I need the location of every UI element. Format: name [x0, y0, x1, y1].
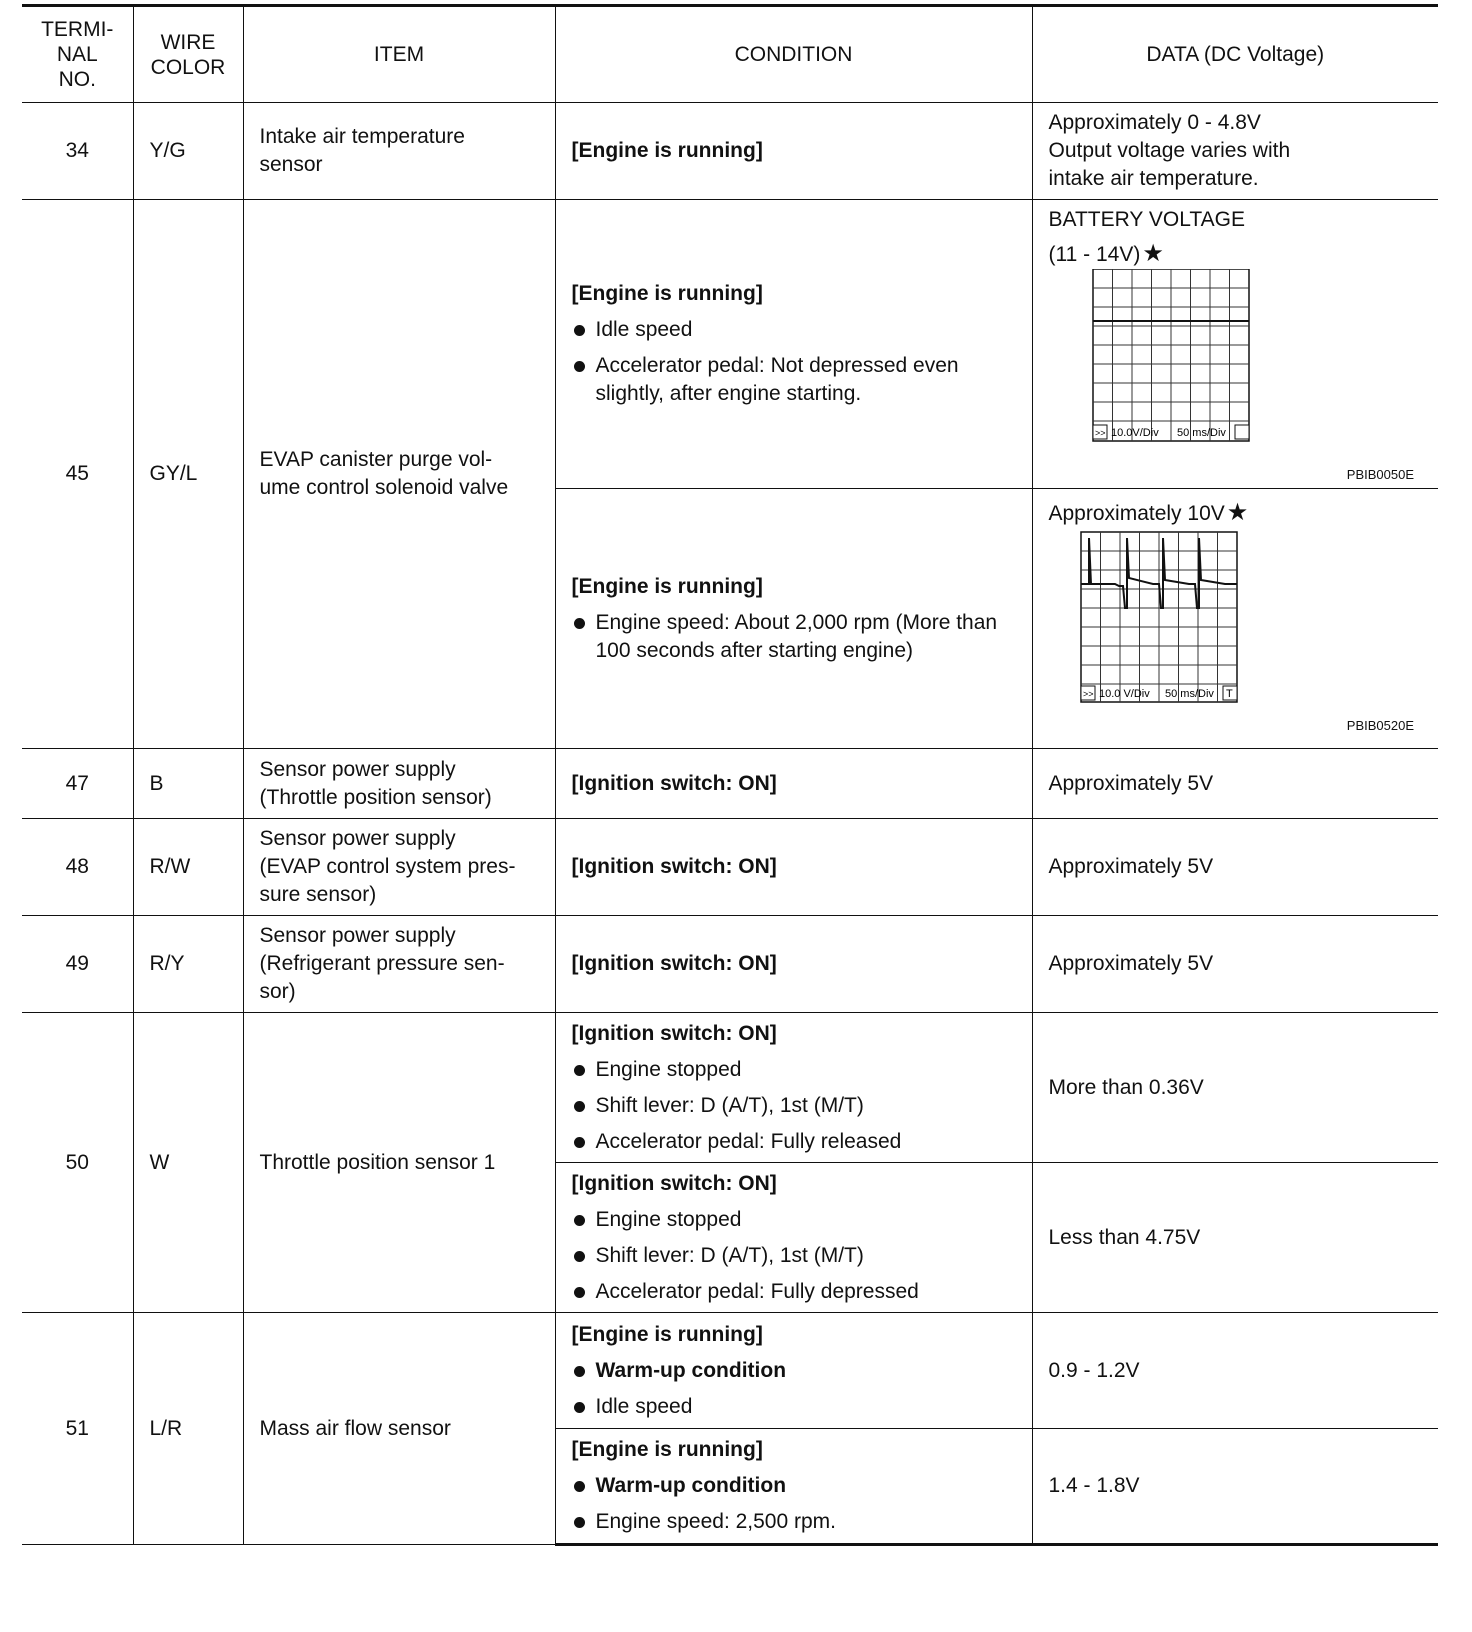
scope-volt-div: 10.0V/Div: [1110, 427, 1159, 439]
table-row: [22, 1313, 1438, 1429]
condition-title: [Ignition switch: ON]: [571, 855, 777, 878]
condition-title: [Ignition switch: ON]: [571, 952, 777, 975]
data-cell: Approximately 5V: [1032, 916, 1438, 1013]
oscilloscope-battery-voltage: [1049, 269, 1423, 483]
scope-arrow-label: >>: [1082, 689, 1094, 699]
table-row: [22, 749, 1438, 819]
condition-title: [Engine is running]: [571, 1438, 763, 1461]
figure-code: PBIB0520E: [1346, 718, 1414, 733]
condition-cell: [555, 200, 1032, 489]
condition-title: [Engine is running]: [571, 1322, 763, 1346]
condition-bullet: Warm-up condition: [572, 1472, 1016, 1500]
wire-color: GY/L: [133, 200, 243, 749]
oscilloscope-pulse: [1049, 528, 1423, 734]
scope-end-mark: T: [1225, 688, 1233, 700]
wire-color: B: [133, 749, 243, 819]
condition-title: [Engine is running]: [571, 574, 763, 598]
item-cell: Sensor power supply (Refrigerant pressure sen- sor): [243, 916, 555, 1013]
table-row: [22, 200, 1438, 489]
item-cell: Mass air flow sensor: [243, 1313, 555, 1545]
terminal-number: 51: [22, 1313, 133, 1545]
item-cell: Intake air temperature sensor: [243, 103, 555, 200]
condition-title: [Ignition switch: ON]: [571, 1021, 777, 1045]
data-cell: Approximately 5V: [1032, 749, 1438, 819]
condition-title: [Ignition switch: ON]: [571, 771, 777, 795]
scope-graphic: [1049, 269, 1423, 459]
wire-color: W: [133, 1013, 243, 1313]
condition-bullet: Idle speed: [572, 1393, 1016, 1421]
condition-bullet: Engine speed: 2,500 rpm.: [572, 1508, 1016, 1536]
table-row: [22, 1013, 1438, 1163]
header-item: ITEM: [243, 6, 555, 103]
item-cell: Sensor power supply (Throttle position sensor): [243, 749, 555, 819]
condition-bullet: Idle speed: [572, 316, 1016, 344]
condition-bullet: Engine stopped: [572, 1056, 1016, 1084]
condition-bullet: Warm-up condition: [572, 1357, 1016, 1385]
terminal-number: 49: [22, 916, 133, 1013]
terminal-number: 48: [22, 819, 133, 916]
star-icon: ★: [1226, 499, 1249, 526]
wire-color: R/W: [133, 819, 243, 916]
terminal-number: 47: [22, 749, 133, 819]
scope-time-div: 50 ms/Div: [1176, 427, 1226, 439]
data-cell: Approximately 0 - 4.8V Output voltage varies with intake air temperature.: [1032, 103, 1438, 200]
condition-cell: [555, 819, 1032, 916]
data-cell: 0.9 - 1.2V: [1032, 1313, 1438, 1429]
condition-bullet: Accelerator pedal: Fully depressed: [572, 1278, 1016, 1306]
table-row: [22, 819, 1438, 916]
terminal-data-table: [22, 4, 1438, 1546]
condition-cell: [555, 1013, 1032, 1163]
table-row: [22, 916, 1438, 1013]
terminal-number: 34: [22, 103, 133, 200]
header-wire-color: WIRE COLOR: [133, 6, 243, 103]
scope-time-div: 50 ms/Div: [1164, 688, 1214, 700]
table-row: [22, 103, 1438, 200]
condition-bullet: Engine stopped: [572, 1206, 1016, 1234]
figure-code: PBIB0050E: [1346, 467, 1414, 482]
data-cell: 1.4 - 1.8V: [1032, 1429, 1438, 1545]
condition-title: [Engine is running]: [571, 282, 763, 305]
terminal-number: 45: [22, 200, 133, 749]
condition-bullet: Accelerator pedal: Fully released: [572, 1128, 1016, 1156]
scope-volt-div: 10.0 V/Div: [1098, 688, 1150, 700]
condition-title: [Ignition switch: ON]: [571, 1171, 777, 1195]
header-condition: CONDITION: [555, 6, 1032, 103]
condition-cell: [555, 1163, 1032, 1313]
item-cell: Sensor power supply (EVAP control system pres- sure sensor): [243, 819, 555, 916]
condition-cell: [555, 916, 1032, 1013]
condition-cell: [555, 1429, 1032, 1545]
header-data: DATA (DC Voltage): [1032, 6, 1438, 103]
data-cell: BATTERY VOLTAGE (11 - 14V)★ >> 10.0V/Div 50 ms/Div PBIB0050E: [1032, 200, 1438, 489]
wire-color: L/R: [133, 1313, 243, 1545]
condition-cell: [555, 489, 1032, 749]
condition-bullet: Shift lever: D (A/T), 1st (M/T): [572, 1092, 1016, 1120]
wire-color: R/Y: [133, 916, 243, 1013]
header-terminal: TERMI- NAL NO.: [22, 6, 133, 103]
data-cell: Less than 4.75V: [1032, 1163, 1438, 1313]
condition-cell: [555, 1313, 1032, 1429]
header-row: [22, 6, 1438, 103]
scope-grid: [1081, 532, 1237, 702]
scope-grid: [1093, 269, 1249, 441]
scope-arrow-label: >>: [1094, 428, 1106, 438]
data-cell: More than 0.36V: [1032, 1013, 1438, 1163]
condition-cell: [555, 749, 1032, 819]
condition-bullet: Shift lever: D (A/T), 1st (M/T): [572, 1242, 1016, 1270]
condition-cell: [555, 103, 1032, 200]
item-cell: Throttle position sensor 1: [243, 1013, 555, 1313]
condition-bullet: Accelerator pedal: Not depressed even slightly, after engine starting.: [572, 352, 1016, 408]
scope-graphic: [1049, 528, 1423, 710]
condition-title: [Engine is running]: [571, 139, 763, 162]
condition-bullet: Engine speed: About 2,000 rpm (More than 100 seconds after starting engine): [572, 609, 1016, 665]
item-cell: EVAP canister purge vol- ume control solenoid valve: [243, 200, 555, 749]
data-cell: Approximately 10V★ >> 10.0 V/Div 50 ms/Div T PBIB0520E: [1032, 489, 1438, 749]
star-icon: ★: [1142, 240, 1164, 267]
terminal-number: 50: [22, 1013, 133, 1313]
data-cell: Approximately 5V: [1032, 819, 1438, 916]
wire-color: Y/G: [133, 103, 243, 200]
